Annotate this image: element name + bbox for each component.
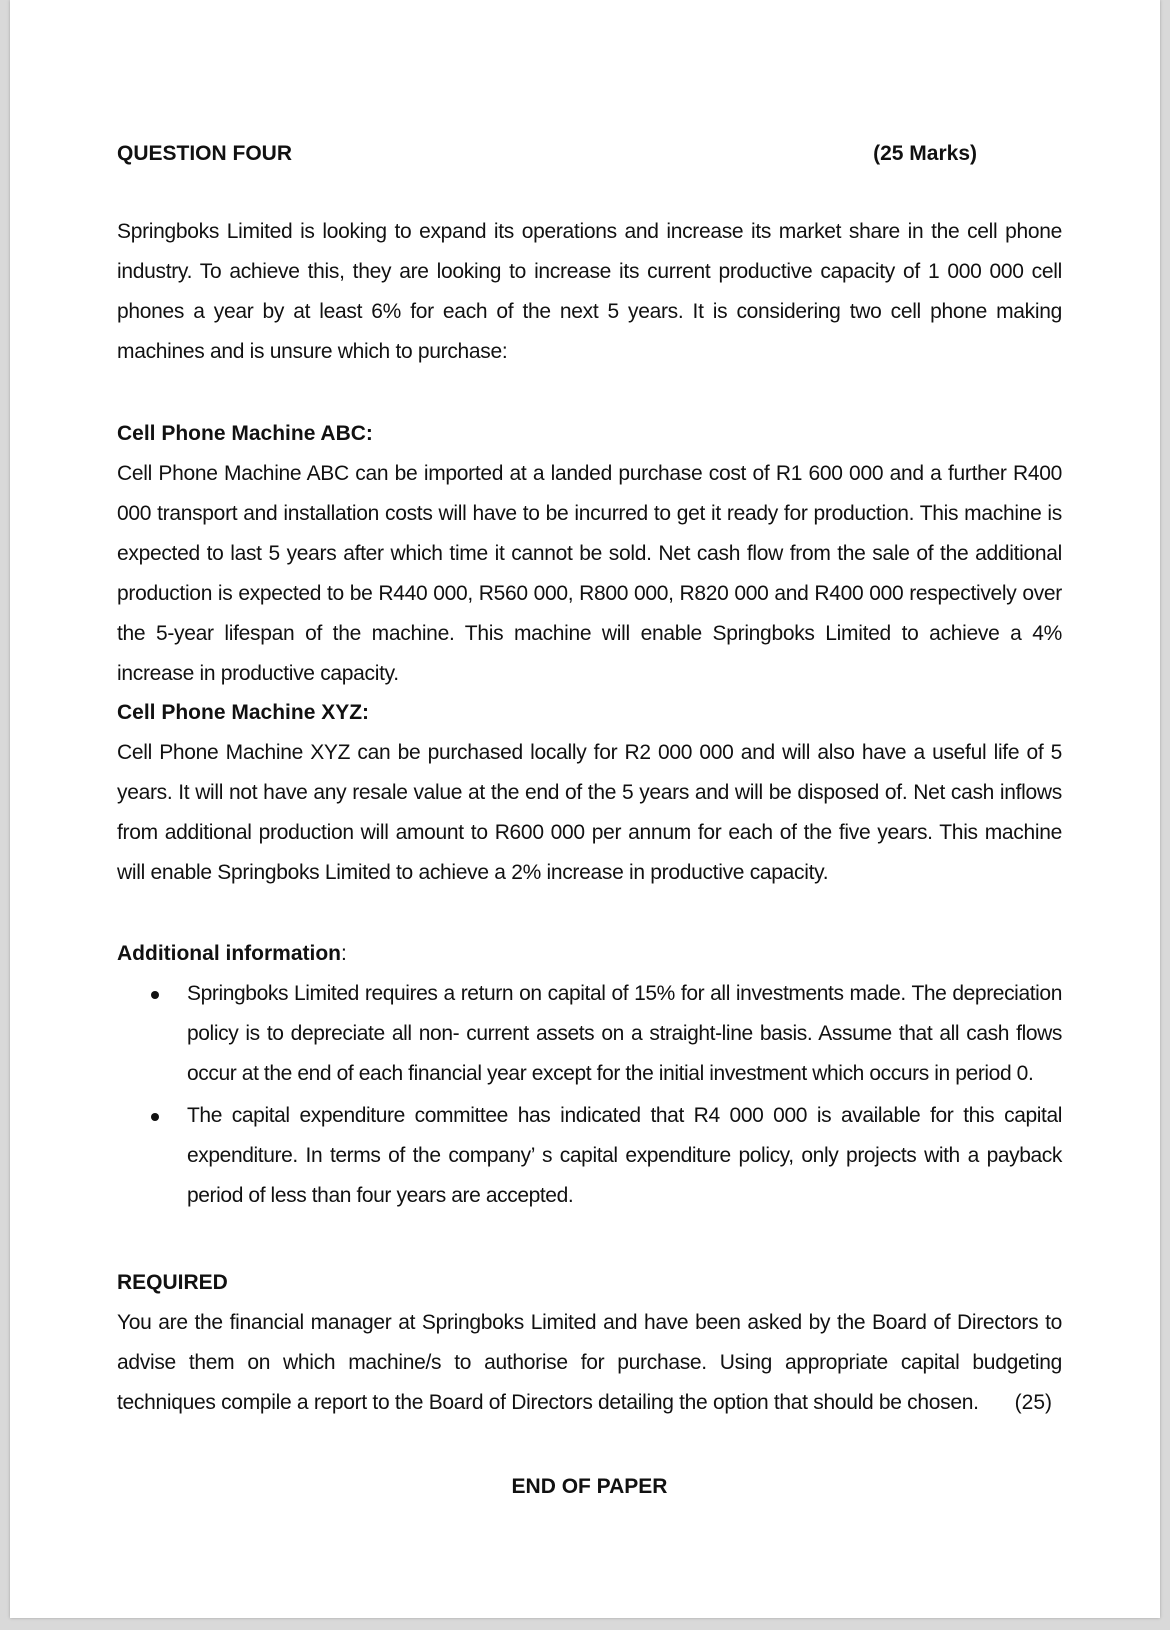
machine-xyz-section <box>117 693 1062 893</box>
bullet-icon <box>151 1113 159 1121</box>
list-item <box>117 1096 1062 1216</box>
required-body <box>117 1303 1062 1423</box>
machine-abc-section <box>117 414 1062 694</box>
required-paragraph: You are the financial manager at Springboks Limited and have been asked by the Board of Directors to advise them on which machine/s to authorise for purchase. Using appropriate capital budgeting techniques compile a report to the Board of Directors detailing the option that should be chosen. <box>117 1311 1062 1414</box>
additional-info-colon: : <box>340 942 347 965</box>
required-marks: (25) <box>1014 1391 1052 1414</box>
list-item-text: Springboks Limited requires a return on capital of 15% for all investments made. The depreciation policy is to depreciate all non- current assets on a straight-line basis. Assume that all cash flows occur at the end of each financial year except for the initial investment which occurs in period 0. <box>187 982 1062 1085</box>
machine-abc-paragraph: Cell Phone Machine ABC can be imported at a landed purchase cost of R1 600 000 and a further R400 000 transport and installation costs will have to be incurred to get it ready for production. This machine is expected to last 5 years after which time it cannot be sold. Net cash flow from the sale of the additional production is expected to be R440 000, R560 000, R800 000, R820 000 and R400 000 respectively over the 5-year lifespan of the machine. This machine will enable Springboks Limited to achieve a 4% increase in productive capacity. <box>117 462 1062 685</box>
question-title: QUESTION FOUR <box>117 142 293 165</box>
bullet-icon <box>151 991 159 999</box>
list-item <box>117 974 1062 1094</box>
intro-section <box>117 212 1062 372</box>
end-of-paper: END OF PAPER <box>511 1475 668 1498</box>
machine-abc-heading: Cell Phone Machine ABC: <box>117 422 373 445</box>
intro-paragraph: Springboks Limited is looking to expand its operations and increase its market share in the cell phone industry. To achieve this, they are looking to increase its current productive capacity of 1 000 000 cell phones a year by at least 6% for each of the next 5 years. It is considering two cell phone making machines and is unsure which to purchase: <box>117 220 1062 363</box>
list-item-text: The capital expenditure committee has indicated that R4 000 000 is available for this capital expenditure. In terms of the company’ s capital expenditure policy, only projects with a payback period of less than four years are accepted. <box>187 1104 1062 1207</box>
additional-info-list <box>117 974 1062 1216</box>
additional-info-section <box>117 934 1062 1216</box>
document-page <box>10 0 1160 1618</box>
required-section <box>117 1263 1062 1423</box>
question-header <box>117 134 1062 174</box>
additional-info-heading-line <box>117 934 1062 974</box>
required-heading: REQUIRED <box>117 1271 228 1294</box>
machine-xyz-paragraph: Cell Phone Machine XYZ can be purchased locally for R2 000 000 and will also have a useful life of 5 years. It will not have any resale value at the end of the 5 years and will be disposed of. Net cash inflows from additional production will amount to R600 000 per annum for each of the five years. This machine will enable Springboks Limited to achieve a 2% increase in productive capacity. <box>117 741 1062 884</box>
machine-xyz-heading: Cell Phone Machine XYZ: <box>117 701 370 724</box>
additional-info-heading: Additional information <box>117 942 341 965</box>
question-marks: (25 Marks) <box>873 142 977 165</box>
